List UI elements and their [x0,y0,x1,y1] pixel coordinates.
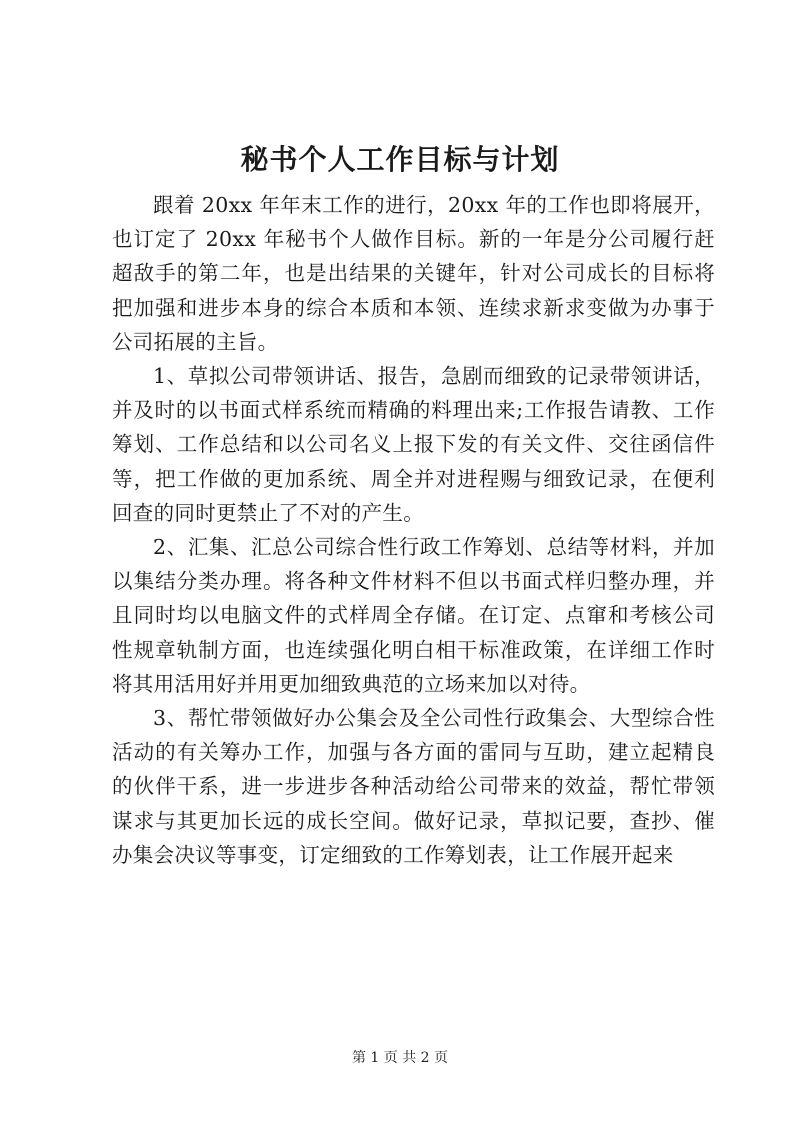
paragraph-item-3: 3、帮忙带领做好办公集会及全公司性行政集会、大型综合性活动的有关筹办工作，加强与各方面的雷同与互助，建立起精良的伙伴干系，进一步进步各种活动给公司带来的效益，帮忙带领谋求与其更加长远的成长空间。做好记录，草拟记要，查抄、催办集会决议等事变，订定细致的工作筹划表，让工作展开起来 [112,706,715,867]
paragraph-item-2: 2、汇集、汇总公司综合性行政工作筹划、总结等材料，并加以集结分类办理。将各种文件材料不但以书面式样归整办理，并且同时均以电脑文件的式样周全存储。在订定、点窜和考核公司性规章轨制方面，也连续强化明白相干标准政策，在详细工作时将其用活用好并用更加细致典范的立场来加以对待。 [112,535,715,696]
paragraph-intro: 跟着 20xx 年年末工作的进行，20xx 年的工作也即将展开，也订定了 20xx 年秘书个人做作目标。新的一年是分公司履行赶超敌手的第二年，也是出结果的关键年，针对公司成长的目标将把加强和进步本身的综合本质和本领、连续求新求变做为办事于公司拓展的主旨。 [112,193,715,354]
document-title: 秘书个人工作目标与计划 [240,143,560,176]
document-body [112,188,715,872]
paragraph-item-1: 1、草拟公司带领讲话、报告，急剧而细致的记录带领讲话，并及时的以书面式样系统而精确的料理出来;工作报告请教、工作筹划、工作总结和以公司名义上报下发的有关文件、交往函信件等，把工作做的更加系统、周全并对进程赐与细致记录，在便利回查的同时更禁止了不对的产生。 [112,364,715,525]
page-number-footer: 第 1 页 共 2 页 [351,1050,449,1066]
